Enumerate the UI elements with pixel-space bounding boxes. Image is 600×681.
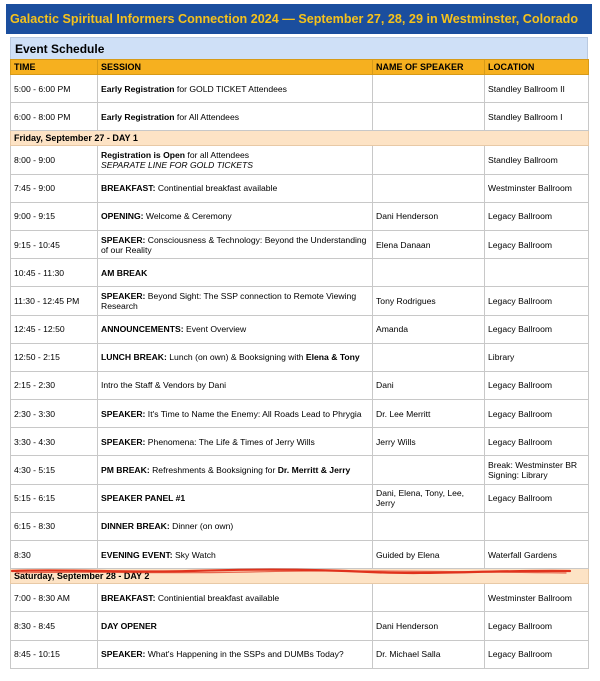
table-row xyxy=(11,428,589,456)
table-row xyxy=(11,174,589,202)
table-row xyxy=(11,103,589,131)
location-cell: Standley Ballroom xyxy=(485,146,589,174)
session-text: Dinner (on own) xyxy=(169,521,234,532)
col-header-session: SESSION xyxy=(98,60,373,75)
session-text: Phenomena: The Life & Times of Jerry Wills xyxy=(145,436,315,447)
session-text: for GOLD TICKET Attendees xyxy=(174,83,287,94)
location-cell: Legacy Ballroom xyxy=(485,400,589,428)
speaker-cell xyxy=(373,456,485,484)
speaker-cell: Elena Danaan xyxy=(373,230,485,258)
session-text: Consciousness & Technology: Beyond the Understanding of our Reality xyxy=(101,234,369,255)
session-cell xyxy=(98,484,373,512)
session-text: Lunch (on own) & Booksigning with xyxy=(166,352,306,363)
speaker-cell xyxy=(373,174,485,202)
time-cell: 2:15 - 2:30 xyxy=(11,371,98,399)
speaker-cell: Dr. Lee Merritt xyxy=(373,400,485,428)
day-label: Friday, September 27 - DAY 1 xyxy=(11,131,589,146)
table-row xyxy=(11,456,589,484)
red-underline-annotation xyxy=(10,566,572,576)
session-note: SEPARATE LINE FOR GOLD TICKETS xyxy=(101,159,254,170)
session-label: LUNCH BREAK: xyxy=(101,352,167,363)
session-label: BREAKFAST: xyxy=(101,183,156,194)
speaker-cell xyxy=(373,584,485,612)
speaker-cell xyxy=(373,259,485,287)
session-label: OPENING: xyxy=(101,211,144,222)
speaker-cell: Jerry Wills xyxy=(373,428,485,456)
col-header-speaker: NAME OF SPEAKER xyxy=(373,60,485,75)
time-cell: 4:30 - 5:15 xyxy=(11,456,98,484)
time-cell: 12:45 - 12:50 xyxy=(11,315,98,343)
table-row xyxy=(11,259,589,287)
session-label: DINNER BREAK: xyxy=(101,521,170,532)
time-cell: 8:00 - 9:00 xyxy=(11,146,98,174)
table-row xyxy=(11,202,589,230)
session-label: SPEAKER: xyxy=(101,436,146,447)
session-label: Registration is Open xyxy=(101,149,186,160)
session-cell xyxy=(98,584,373,612)
session-cell xyxy=(98,428,373,456)
session-text: Sky Watch xyxy=(172,549,216,560)
session-cell xyxy=(98,174,373,202)
session-highlight: Elena & Tony xyxy=(305,352,360,363)
schedule-heading: Event Schedule xyxy=(10,37,588,59)
location-cell: Legacy Ballroom xyxy=(485,287,589,315)
session-label: Early Registration xyxy=(101,111,175,122)
speaker-cell: Tony Rodrigues xyxy=(373,287,485,315)
table-row xyxy=(11,584,589,612)
col-header-time: TIME xyxy=(11,60,98,75)
speaker-cell: Guided by Elena xyxy=(373,541,485,569)
session-text: Event Overview xyxy=(183,324,247,335)
schedule-table xyxy=(10,59,589,669)
location-cell: Legacy Ballroom xyxy=(485,428,589,456)
location-cell: Westminster Ballroom xyxy=(485,174,589,202)
time-cell: 5:00 - 6:00 PM xyxy=(11,75,98,103)
location-cell xyxy=(485,259,589,287)
speaker-cell: Dani xyxy=(373,371,485,399)
session-cell xyxy=(98,371,373,399)
session-text: Welcome & Ceremony xyxy=(143,211,232,222)
table-header-row xyxy=(11,60,589,75)
time-cell: 9:00 - 9:15 xyxy=(11,202,98,230)
speaker-cell xyxy=(373,512,485,540)
session-label: SPEAKER: xyxy=(101,290,146,301)
session-cell xyxy=(98,287,373,315)
time-cell: 8:30 xyxy=(11,541,98,569)
session-cell xyxy=(98,230,373,258)
table-row xyxy=(11,146,589,174)
session-cell xyxy=(98,343,373,371)
location-cell: Legacy Ballroom xyxy=(485,202,589,230)
session-cell xyxy=(98,146,373,174)
location-cell: Legacy Ballroom xyxy=(485,640,589,668)
col-header-location: LOCATION xyxy=(485,60,589,75)
time-cell: 10:45 - 11:30 xyxy=(11,259,98,287)
location-cell: Waterfall Gardens xyxy=(485,541,589,569)
speaker-cell: Amanda xyxy=(373,315,485,343)
session-cell xyxy=(98,75,373,103)
time-cell: 11:30 - 12:45 PM xyxy=(11,287,98,315)
location-cell: Legacy Ballroom xyxy=(485,315,589,343)
time-cell: 9:15 - 10:45 xyxy=(11,230,98,258)
session-text: Continiential breakfast available xyxy=(155,592,280,603)
session-cell xyxy=(98,400,373,428)
location-cell: Library xyxy=(485,343,589,371)
location-cell: Legacy Ballroom xyxy=(485,612,589,640)
table-row xyxy=(11,640,589,668)
time-cell: 8:30 - 8:45 xyxy=(11,612,98,640)
time-cell: 2:30 - 3:30 xyxy=(11,400,98,428)
session-label: SPEAKER: xyxy=(101,234,146,245)
session-cell xyxy=(98,640,373,668)
table-row xyxy=(11,541,589,569)
location-cell: Standley Ballroom II xyxy=(485,75,589,103)
session-label: BREAKFAST: xyxy=(101,592,156,603)
day-header-row xyxy=(11,131,589,146)
speaker-cell: Dr. Michael Salla xyxy=(373,640,485,668)
location-cell: Westminster Ballroom xyxy=(485,584,589,612)
table-row xyxy=(11,287,589,315)
session-text: for All Attendees xyxy=(174,111,240,122)
session-cell xyxy=(98,512,373,540)
session-label: DAY OPENER xyxy=(101,620,157,631)
session-label: SPEAKER PANEL #1 xyxy=(101,493,186,504)
speaker-cell xyxy=(373,103,485,131)
session-text: It's Time to Name the Enemy: All Roads Lead to Phrygia xyxy=(145,408,362,419)
session-label: SPEAKER: xyxy=(101,408,146,419)
session-cell xyxy=(98,456,373,484)
time-cell: 8:45 - 10:15 xyxy=(11,640,98,668)
page-title: Galactic Spiritual Informers Connection 2024 — September 27, 28, 29 in Westminster, Colorado xyxy=(6,4,592,34)
time-cell: 6:00 - 8:00 PM xyxy=(11,103,98,131)
time-cell: 5:15 - 6:15 xyxy=(11,484,98,512)
session-cell xyxy=(98,259,373,287)
location-cell xyxy=(485,512,589,540)
day-label: Saturday, September 28 - DAY 2 xyxy=(11,569,589,584)
session-label: SPEAKER: xyxy=(101,649,146,660)
table-row xyxy=(11,75,589,103)
speaker-cell xyxy=(373,146,485,174)
location-cell: Legacy Ballroom xyxy=(485,484,589,512)
table-row xyxy=(11,484,589,512)
speaker-cell xyxy=(373,75,485,103)
session-cell xyxy=(98,315,373,343)
time-cell: 7:00 - 8:30 AM xyxy=(11,584,98,612)
location-cell: Legacy Ballroom xyxy=(485,230,589,258)
session-highlight: Dr. Merritt & Jerry xyxy=(277,465,351,476)
session-cell xyxy=(98,612,373,640)
session-cell xyxy=(98,202,373,230)
table-row xyxy=(11,230,589,258)
session-label: ANNOUNCEMENTS: xyxy=(101,324,184,335)
session-label: PM BREAK: xyxy=(101,465,150,476)
speaker-cell xyxy=(373,343,485,371)
location-cell: Standley Ballroom I xyxy=(485,103,589,131)
session-label: Early Registration xyxy=(101,83,175,94)
session-text: Beyond Sight: The SSP connection to Remote Viewing Research xyxy=(101,290,359,311)
session-text: Intro the Staff & Vendors by Dani xyxy=(101,380,227,391)
speaker-cell: Dani, Elena, Tony, Lee, Jerry xyxy=(373,484,485,512)
session-cell xyxy=(98,103,373,131)
table-row xyxy=(11,315,589,343)
speaker-cell: Dani Henderson xyxy=(373,612,485,640)
table-row xyxy=(11,400,589,428)
time-cell: 6:15 - 8:30 xyxy=(11,512,98,540)
session-cell xyxy=(98,541,373,569)
time-cell: 12:50 - 2:15 xyxy=(11,343,98,371)
session-label: AM BREAK xyxy=(101,267,148,278)
session-text: for all Attendees xyxy=(185,149,250,160)
session-text: Continential breakfast available xyxy=(155,183,278,194)
speaker-cell: Dani Henderson xyxy=(373,202,485,230)
session-label: EVENING EVENT: xyxy=(101,549,173,560)
session-text: Refreshments & Booksigning for xyxy=(149,465,278,476)
location-cell: Break: Westminster BR Signing: Library xyxy=(485,456,589,484)
location-cell: Legacy Ballroom xyxy=(485,371,589,399)
table-row xyxy=(11,343,589,371)
session-text: What's Happening in the SSPs and DUMBs Today? xyxy=(145,649,344,660)
time-cell: 7:45 - 9:00 xyxy=(11,174,98,202)
table-row xyxy=(11,512,589,540)
table-row xyxy=(11,612,589,640)
time-cell: 3:30 - 4:30 xyxy=(11,428,98,456)
table-row xyxy=(11,371,589,399)
